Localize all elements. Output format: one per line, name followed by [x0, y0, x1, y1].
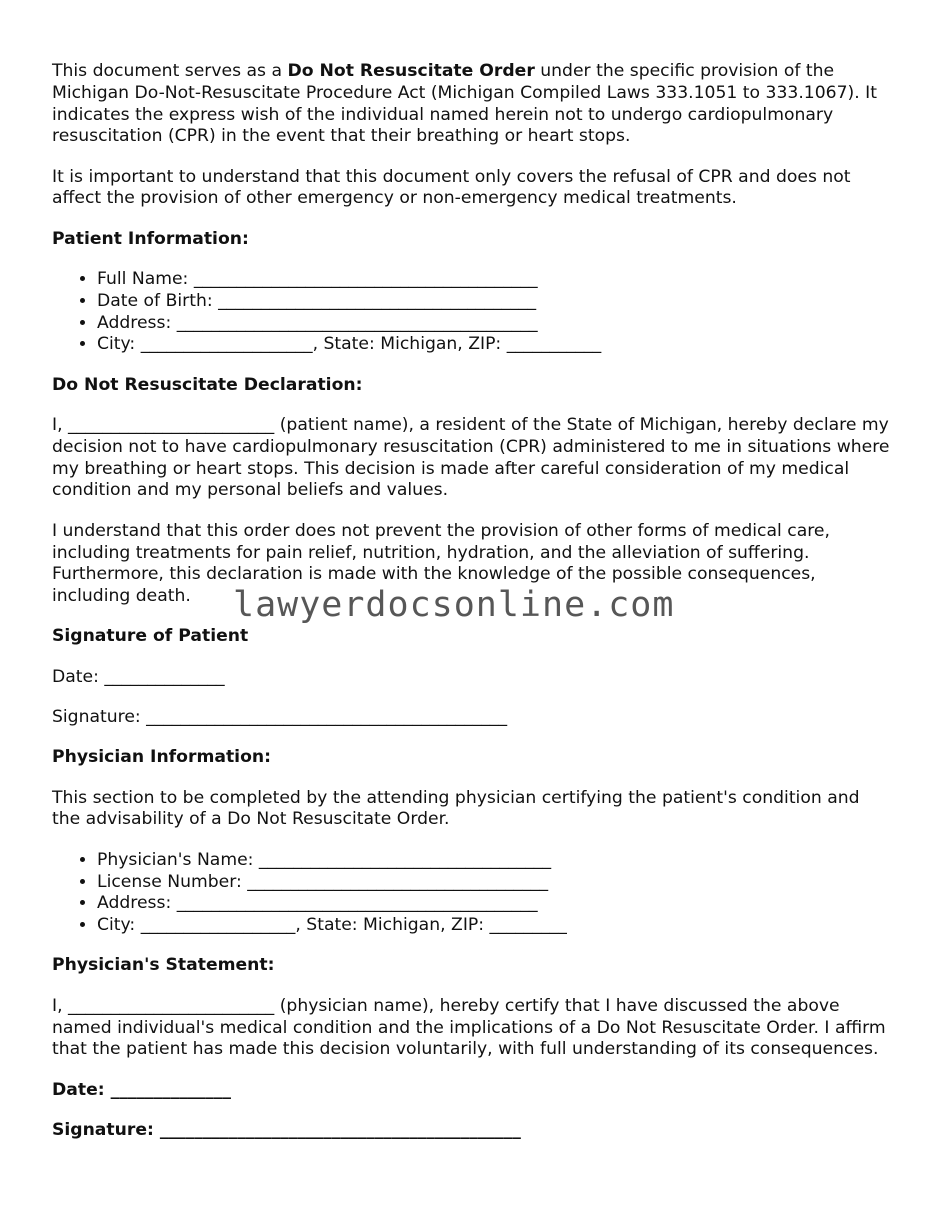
patient-address-field[interactable]: • Address: __________________________________________ — [97, 313, 892, 335]
physician-city-state-zip-field[interactable]: • City: __________________, State: Michigan, ZIP: _________ — [97, 915, 892, 937]
physician-address-field[interactable]: • Address: __________________________________________ — [97, 893, 892, 915]
patient-signature-field[interactable]: Signature: __________________________________________ — [52, 707, 508, 728]
physician-statement-paragraph: I, ________________________ (physician name), hereby certify that I have discussed the above named individual's medical condition and the implications of a Do Not Resuscitate Order. I affirm that the patient has made this decision voluntarily, with full understanding of its consequences. — [52, 995, 886, 1060]
patient-date-field[interactable]: Date: ______________ — [52, 666, 225, 687]
patient-city-state-zip-field[interactable]: • City: ____________________, State: Michigan, ZIP: ___________ — [97, 334, 892, 356]
physician-statement-heading: Physician's Statement: — [52, 955, 275, 976]
physician-info-description: This section to be completed by the attending physician certifying the patient's condition and the advisability of a Do Not Resuscitate Order. — [52, 787, 860, 830]
intro-text-start: This document serves as a — [52, 61, 288, 81]
physician-info-heading: Physician Information: — [52, 747, 271, 768]
patient-info-list — [52, 269, 892, 356]
declaration-paragraph-2: I understand that this order does not prevent the provision of other forms of medical care, including treatments for pain relief, nutrition, hydration, and the alleviation of suffering. Furthermore, this declaration is made with the knowledge of the possible consequences, including death. — [52, 520, 830, 607]
watermark-text: lawyerdocsonline.com — [233, 585, 675, 625]
physician-signature-field[interactable]: Signature: __________________________________________ — [52, 1119, 521, 1140]
declaration-paragraph-1: I, ________________________ (patient name), a resident of the State of Michigan, hereby declare my decision not to have cardiopulmonary resuscitation (CPR) administered to me in situations where my breathing or heart stops. This decision is made after careful consideration of my medical condition and my personal beliefs and values. — [52, 415, 890, 501]
patient-signature-heading: Signature of Patient — [52, 626, 249, 647]
physician-license-field[interactable]: • License Number: ___________________________________ — [97, 872, 892, 894]
declaration-heading: Do Not Resuscitate Declaration: — [52, 374, 363, 395]
patient-dob-field[interactable]: • Date of Birth: _____________________________________ — [97, 291, 892, 313]
intro-bold-title: Do Not Resuscitate Order — [287, 61, 535, 81]
intro-paragraph-1 — [52, 61, 892, 148]
physician-name-field[interactable]: • Physician's Name: __________________________________ — [97, 850, 892, 872]
intro-text-end: under the specific provision of the Michigan Do-Not-Resuscitate Procedure Act (Michigan Compiled Laws 333.1051 to 333.1067). It indicates the express wish of the individual named herein not to undergo cardiopulmonary resuscitation (CPR) in the event that their breathing or heart stops. — [52, 61, 877, 147]
patient-full-name-field[interactable]: • Full Name: ________________________________________ — [97, 269, 892, 291]
intro-paragraph-2: It is important to understand that this document only covers the refusal of CPR and does not affect the provision of other emergency or non-emergency medical treatments. — [52, 166, 851, 209]
physician-info-list — [52, 850, 892, 937]
patient-info-heading: Patient Information: — [52, 228, 249, 249]
physician-date-field[interactable]: Date: ______________ — [52, 1079, 231, 1100]
